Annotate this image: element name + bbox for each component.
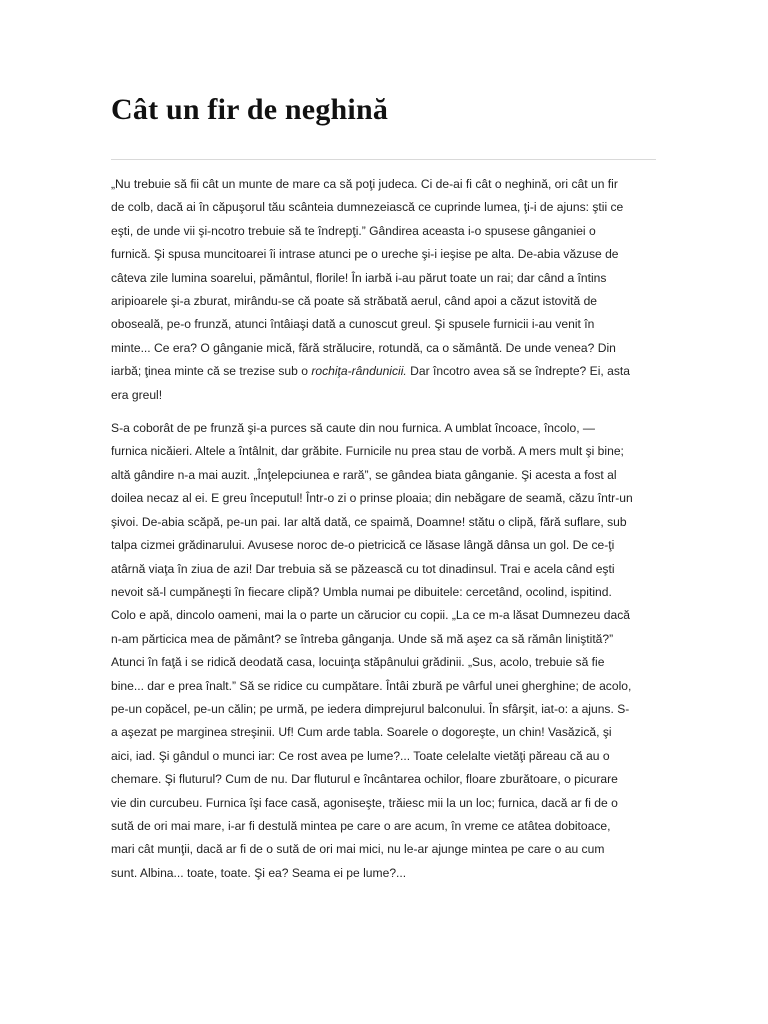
text-line: sunt. Albina... toate, toate. Şi ea? Seama ei pe lume?... bbox=[111, 865, 407, 880]
text-line: furnică. Şi spusa muncitoarei îi intrase atunci pe o ureche şi-i ieşise pe alta. De-abia văzuse de bbox=[111, 247, 619, 262]
text-line: pe-un copăcel, pe-un călin; pe urmă, pe iedera dimprejurul balconului. În sfârşit, iat-o: a ajuns. S- bbox=[111, 701, 630, 716]
text-line: şivoi. De-abia scăpă, pe-un pai. Iar altă dată, ce spaimă, Doamne! stătu o clipă, fără suflare, sub bbox=[111, 514, 627, 529]
text-line-with-italic bbox=[111, 360, 659, 383]
text-line: „Nu trebuie să fii cât un munte de mare ca să poţi judeca. Ci de-ai fi cât o neghină, ori cât un fir bbox=[111, 177, 618, 191]
text-line: era greul! bbox=[111, 387, 163, 402]
text-line: eşti, de unde vii şi-ncotro trebuie să te îndrepţi.” Gândirea aceasta i-o spusese gânganiei o bbox=[111, 223, 596, 238]
italic-term: rochiţa-rândunicii. bbox=[311, 364, 407, 379]
text-line: furnica nicăieri. Altele a întâlnit, dar grăbite. Furnicile nu prea stau de vorbă. A mers mult şi bine; bbox=[111, 444, 624, 459]
text-line: Colo e apă, dincolo oameni, mai la o parte un cărucior cu copii. „La ce m-a lăsat Dumnezeu dacă bbox=[111, 608, 630, 623]
text-line: oboseală, pe-o frunză, atunci întâiaşi dată a cunoscut greul. Şi spusele furnicii i-au venit în bbox=[111, 317, 595, 332]
text-line: sută de ori mai mare, i-ar fi destulă mintea pe care o are acum, în vreme ce atâtea dobitoace, bbox=[111, 818, 611, 833]
text-line: a aşezat pe marginea streşinii. Uf! Cum arde tabla. Soarele o dogoreşte, un chin! Vasăzică, şi bbox=[111, 725, 612, 740]
text-line: de colb, dacă ai în căpuşorul tău scânteia dumnezeiască ce cuprinde lumea, ţi-i de ajuns: ştii ce bbox=[111, 200, 624, 215]
text-line: doilea necaz al ei. E greu începutul! Într-o zi o prinse ploaia; din nebăgare de seamă, căzu într-un bbox=[111, 491, 633, 506]
text-segment: iarbă; ţinea minte că se trezise sub o bbox=[111, 364, 312, 379]
text-line: bine... dar e prea înalt.” Să se ridice cu cumpătare. Întâi zbură pe vârful unei gherghine; de acolo, bbox=[111, 678, 632, 693]
text-line: nevoit să-l cumpăneşti în fiecare clipă? Umbla numai pe dibuitele: cercetând, ocolind, ispitind. bbox=[111, 584, 612, 599]
text-line: n-am părticica mea de pământ? se întreba gânganja. Unde să mă aşez ca să rămân liniştită?” bbox=[111, 631, 614, 646]
text-line: aici, iad. Şi gândul o munci iar: Ce rost avea pe lume?... Toate celelalte vietăţi păreau că au o bbox=[111, 748, 610, 763]
paragraph-1 bbox=[111, 173, 659, 407]
text-line: atârnă viaţa în ziua de azi! Dar trebuia să se păzească cu tot dinadinsul. Trai e acela când eşti bbox=[111, 561, 615, 576]
text-line: mari cât munţii, dacă ar fi de o sută de ori mai mici, nu le-ar ajunge mintea pe care o au cum bbox=[111, 842, 605, 857]
title-divider bbox=[111, 159, 656, 160]
text-line: câteva zile lumina soarelui, pământul, florile! În iarbă i-au părut toate un rai; dar când a întins bbox=[111, 270, 607, 285]
text-line: Atunci în faţă i se ridică deodată casa, locuinţa stăpânului grădinii. „Sus, acolo, trebuie să fie bbox=[111, 655, 605, 670]
text-line: altă gândire n-a mai auzit. „Înţelepciunea e rară”, se gândea biata gânganie. Şi acesta a fost al bbox=[111, 467, 617, 482]
text-line: chemare. Şi fluturul? Cum de nu. Dar fluturul e încântarea ochilor, floare zburătoare, o picurare bbox=[111, 772, 618, 787]
text-line: vie din curcubeu. Furnica îşi face casă, agoniseşte, trăiesc mii la un loc; furnica, dacă ar fi de o bbox=[111, 795, 618, 810]
document-body bbox=[111, 173, 659, 895]
text-line: talpa cizmei grădinarului. Avusese noroc de-o pietricică ce lăsase lângă dânsa un gol. De ce-ţi bbox=[111, 538, 615, 553]
text-segment: Dar încotro avea să se îndrepte? Ei, asta bbox=[406, 364, 630, 379]
paragraph-2 bbox=[111, 417, 659, 885]
text-line: aripioarele şi-a zburat, mirându-se că poate să străbată aerul, când apoi a căzut istovită de bbox=[111, 294, 598, 309]
document-title: Cât un fir de neghină bbox=[111, 93, 389, 126]
text-line: minte... Ce era? O gânganie mică, fără strălucire, rotundă, ca o sământă. De unde venea? Din bbox=[111, 340, 616, 355]
text-line: S-a coborât de pe frunză şi-a purces să caute din nou furnica. A umblat încoace, încolo, — bbox=[111, 421, 596, 436]
